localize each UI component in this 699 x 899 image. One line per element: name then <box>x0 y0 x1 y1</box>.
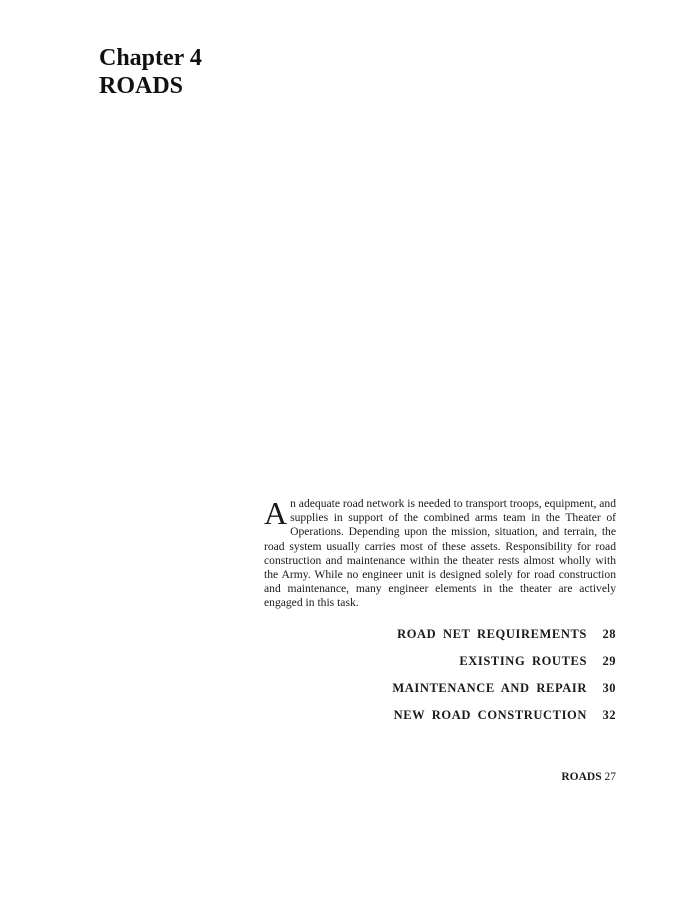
page-footer <box>561 771 616 783</box>
toc-entry-maintenance-and-repair[interactable] <box>264 681 616 708</box>
toc-entry-title: EXISTING ROUTES <box>459 654 587 668</box>
page-number: 27 <box>604 771 616 783</box>
chapter-contents <box>264 627 616 735</box>
running-footer-label: ROADS <box>561 771 602 783</box>
toc-entry-page: 32 <box>602 708 616 722</box>
chapter-heading <box>99 44 202 100</box>
toc-entry-title: NEW ROAD CONSTRUCTION <box>393 708 587 722</box>
toc-entry-road-net-requirements[interactable] <box>264 627 616 654</box>
intro-text: n adequate road network is needed to transport troops, equipment, and supplies in support of the combined arms team in the Theater of Operations. Depending upon the mission, situation, and terrain, the road system usually carries most of these assets. Responsibility for road construction and maintenance within the theater rests almost wholly with the Army. While no engineer unit is designed solely for road construction and maintenance, many engineer elements in the theater are actively engaged in this task. <box>264 497 616 610</box>
intro-paragraph <box>264 497 616 611</box>
toc-entry-page: 30 <box>602 681 616 695</box>
chapter-number: Chapter 4 <box>99 45 202 71</box>
drop-cap: A <box>264 495 288 531</box>
toc-entry-page: 28 <box>602 627 616 641</box>
toc-entry-new-road-construction[interactable] <box>264 708 616 735</box>
toc-entry-page: 29 <box>602 654 616 668</box>
toc-entry-existing-routes[interactable] <box>264 654 616 681</box>
toc-entry-title: ROAD NET REQUIREMENTS <box>397 627 587 641</box>
chapter-title: ROADS <box>99 73 184 99</box>
toc-entry-title: MAINTENANCE AND REPAIR <box>392 681 587 695</box>
